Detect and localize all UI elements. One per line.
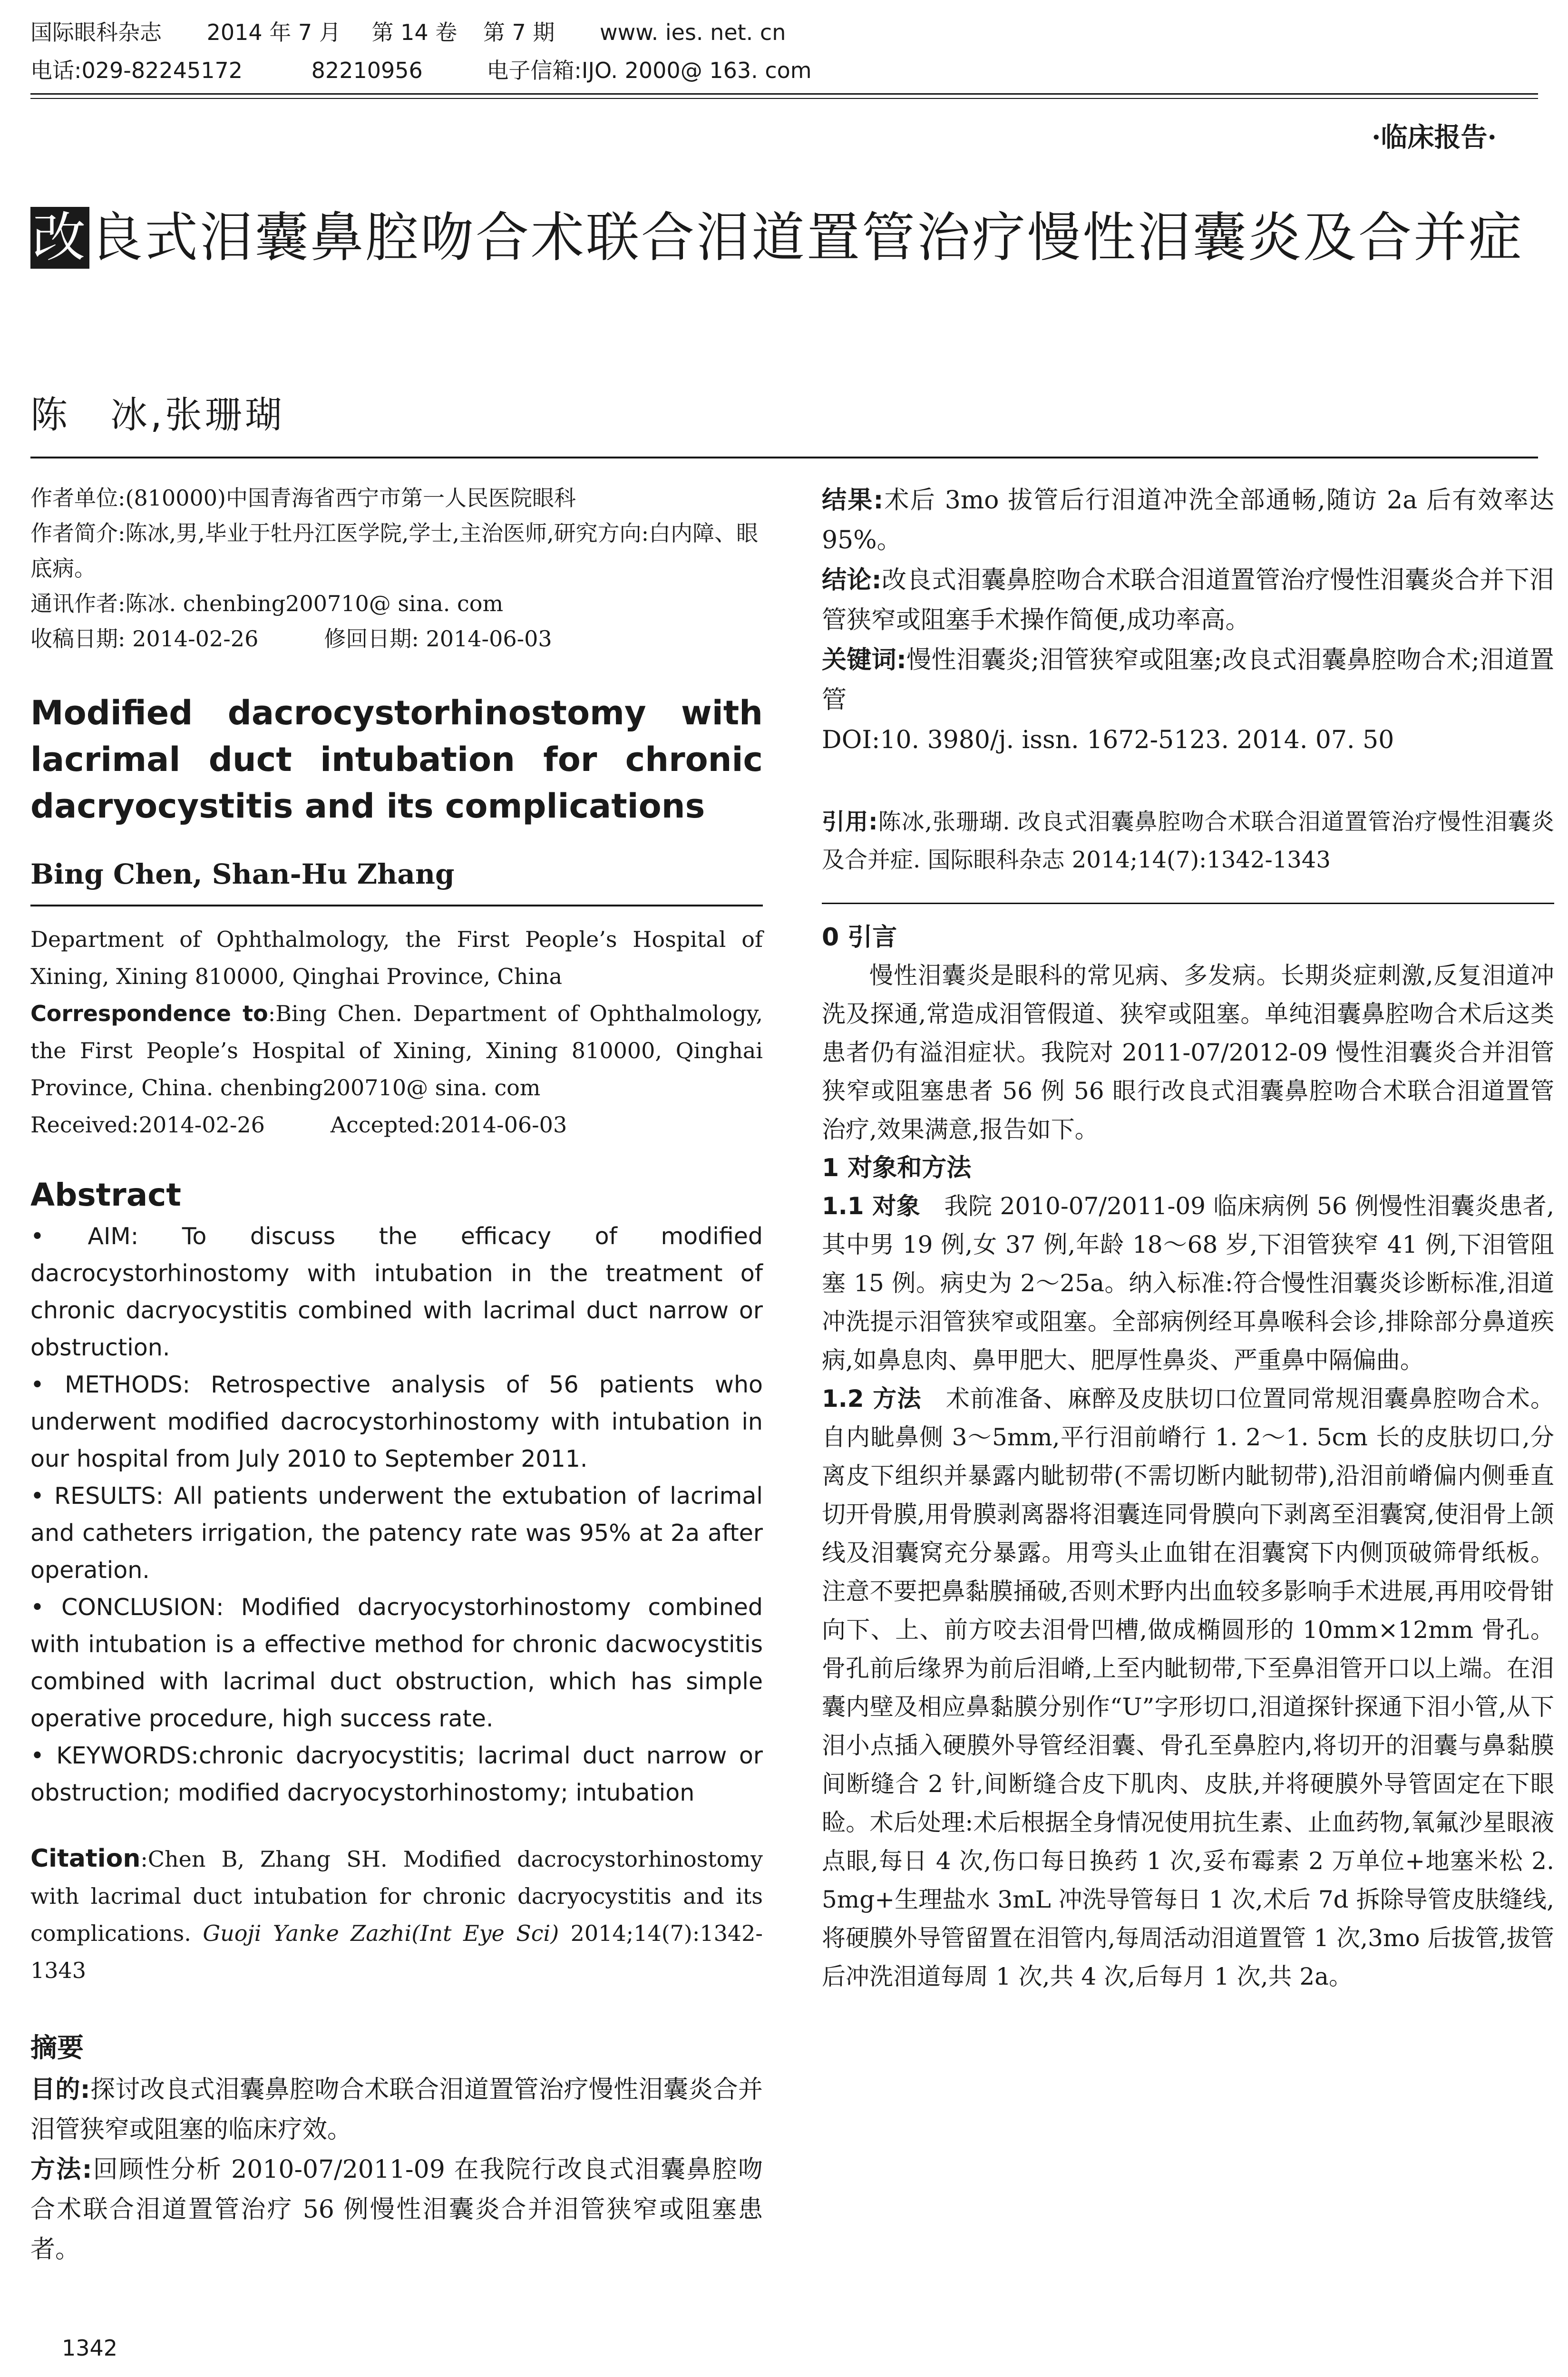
- abstract-keywords: • KEYWORDS:chronic dacryocystitis; lacrimal duct narrow or obstruction; modified dacryocystorhinostomy; intubation: [30, 1742, 763, 1806]
- journal-website: www. ies. net. cn: [600, 19, 786, 45]
- abstract-results: • RESULTS: All patients underwent the extubation of lacrimal and catheters irrigation, the patency rate was 95% at 2a after operation.: [30, 1482, 763, 1584]
- section1-2-text: 术前准备、麻醉及皮肤切口位置同常规泪囊鼻腔吻合术。自内眦鼻侧 3～5mm,平行泪前嵴行 1. 2～1. 5cm 长的皮肤切口,分离皮下组织并暴露内眦韧带(不需切断内眦韧带),沿泪前嵴偏内侧垂直切开骨膜,用骨膜剥离器将泪囊连同骨膜向下剥离至泪囊窝,使泪骨上颌线及泪囊窝充分暴露。用弯头止血钳在泪囊窝下内侧顶破筛骨纸板。注意不要把鼻黏膜捅破,否则术野内出血较多影响手术进展,再用咬骨钳向下、上、前方咬去泪骨凹槽,做成椭圆形的 10mm×12mm 骨孔。骨孔前后缘界为前后泪嵴,上至内眦韧带,下至鼻泪管开口以上端。在泪囊内壁及相应鼻黏膜分别作“U”字形切口,泪道探针探通下泪小管,从下泪小点插入硬膜外导管经泪囊、骨孔至鼻腔内,将切开的泪囊与鼻黏膜间断缝合 2 针,间断缝合皮下肌肉、皮肤,并将硬膜外导管固定在下眼睑。术后处理:术后根据全身情况使用抗生素、止血药物,氧氟沙星眼液点眼,每日 4 次,伤口每日换药 1 次,妥布霉素 2 万单位+地塞米松 2. 5mg+生理盐水 3mL 冲洗导管每日 1 次,术后 7d 拆除导管皮肤缝线,将硬膜外导管留置在泪管内,每周活动泪道置管 1 次,3mo 后拔管,拔管后冲洗泪道每周 1 次,共 4 次,后每月 1 次,共 2a。: [822, 1385, 1555, 1990]
- header-rule-thin: [30, 98, 1538, 99]
- right-column: [822, 480, 1554, 1996]
- meta-dates: 收稿日期: 2014-02-26 修回日期: 2014-06-03: [30, 626, 552, 652]
- journal-phone: 电话:029-82245172: [30, 58, 243, 83]
- citation-label: Citation: [30, 1844, 141, 1873]
- zh-conclusion-label: 结论:: [822, 566, 882, 594]
- author-meta: [30, 480, 763, 656]
- zh-results-text: 术后 3mo 拔管后行泪道冲洗全部通畅,随访 2a 后有效率达 95%。: [822, 486, 1554, 555]
- zh-conclusion-text: 改良式泪囊鼻腔吻合术联合泪道置管治疗慢性泪囊炎合并下泪管狭窄或阻塞手术操作简便,成功率高。: [822, 566, 1554, 634]
- issue-date: 2014 年 7 月: [206, 19, 341, 45]
- received-accepted: Received:2014-02-26 Accepted:2014-06-03: [30, 1112, 567, 1138]
- zh-keywords-text: 慢性泪囊炎;泪管狭窄或阻塞;改良式泪囊鼻腔吻合术;泪道置管: [822, 646, 1554, 714]
- journal-name: 国际眼科杂志: [30, 19, 162, 45]
- meta-correspondence: 通讯作者:陈冰. chenbing200710@ sina. com: [30, 591, 504, 616]
- zh-methods-label: 方法:: [30, 2155, 92, 2184]
- zh-conclusion: [822, 560, 1554, 640]
- abstract-methods: • METHODS: Retrospective analysis of 56 patients who underwent modified dacrocystorhinostomy with intubation in our hospital from July 2010 to September 2011.: [30, 1371, 763, 1472]
- journal-email: 电子信箱:IJO. 2000@ 163. com: [487, 58, 812, 83]
- affiliation-correspondence: [30, 995, 763, 1106]
- volume: 第 14 卷: [371, 19, 458, 45]
- zh-citation-text: 陈冰,张珊瑚. 改良式泪囊鼻腔吻合术联合泪道置管治疗慢性泪囊炎及合并症. 国际眼科杂志 2014;14(7):1342-1343: [822, 809, 1554, 873]
- intro-heading: 0 引言: [822, 923, 897, 952]
- zh-methods-text: 回顾性分析 2010-07/2011-09 在我院行改良式泪囊鼻腔吻合术联合泪道置管治疗 56 例慢性泪囊炎合并泪管狭窄或阻塞患者。: [30, 2155, 763, 2264]
- authors-rule: [30, 905, 763, 906]
- citation-text: :Chen B, Zhang SH. Modified dacrocystorhinostomy with lacrimal duct intubation for chronic dacryocystitis and its complications.: [30, 1846, 763, 1946]
- zh-methods: [30, 2150, 763, 2270]
- zh-results-label: 结果:: [822, 486, 884, 515]
- section-tag: ·临床报告·: [1372, 122, 1497, 153]
- section1-1: [822, 1187, 1554, 1380]
- correspondence-text: :Bing Chen. Department of Ophthalmology, the First People’s Hospital of Xining, Xining 810000, Qinghai Province, China. chenbing200710@ sina. com: [30, 1001, 763, 1101]
- zh-abstract-heading: 摘要: [30, 2033, 84, 2064]
- zh-results: [822, 480, 1554, 560]
- article-title: [30, 200, 1538, 276]
- journal-phone2: 82210956: [311, 58, 423, 83]
- header-rule: [30, 93, 1538, 95]
- doi: DOI:10. 3980/j. issn. 1672-5123. 2014. 07. 50: [822, 726, 1394, 754]
- section1-2-label: 1.2 方法: [822, 1385, 922, 1413]
- page-number: 1342: [62, 2335, 118, 2361]
- english-affiliation: [30, 921, 763, 1143]
- section1-1-text: 我院 2010-07/2011-09 临床病例 56 例慢性泪囊炎患者,其中男 19 例,女 37 例,年龄 18～68 岁,下泪管狭窄 41 例,下泪管阻塞 15 例。病史为 2～25a。纳入标准:符合慢性泪囊炎诊断标准,泪道冲洗提示泪管狭窄或阻塞。全部病例经耳鼻喉科会诊,排除部分鼻道疾病,如鼻息肉、鼻甲肥大、肥厚性鼻炎、严重鼻中隔偏曲。: [822, 1192, 1555, 1374]
- zh-aim: [30, 2070, 763, 2150]
- section1-1-label: 1.1 对象: [822, 1192, 921, 1220]
- english-title: Modified dacrocystorhinostomy with lacrimal duct intubation for chronic dacryocystitis and its complications: [30, 693, 763, 826]
- section1-2: [822, 1380, 1554, 1996]
- abstract-aim: • AIM: To discuss the efficacy of modified dacrocystorhinostomy with intubation in the treatment of chronic dacryocystitis combined with lacrimal duct narrow or obstruction.: [30, 1223, 763, 1361]
- title-rest: 良式泪囊鼻腔吻合术联合泪道置管治疗慢性泪囊炎及合并症: [89, 207, 1524, 269]
- title-first-char: 改: [30, 207, 89, 269]
- citation-journal: Guoji Yanke Zazhi(Int Eye Sci): [203, 1920, 559, 1946]
- meta-bio: 作者简介:陈冰,男,毕业于牡丹江医学院,学士,主治医师,研究方向:白内障、眼底病。: [30, 520, 759, 581]
- journal-header-line2: [30, 57, 812, 84]
- citation-volume: 2014;14(7):1342-1343: [30, 1920, 763, 1983]
- citation: [30, 1840, 763, 1989]
- abstract-heading: Abstract: [30, 1177, 181, 1213]
- zh-citation: [822, 803, 1554, 879]
- abstract-conclusion: • CONCLUSION: Modified dacryocystorhinostomy combined with intubation is a effective method for chronic dacwocystitis combined with lacrimal duct obstruction, which has simple operative procedure, high success rate.: [30, 1594, 763, 1732]
- journal-header-line1: [30, 19, 786, 46]
- title-rule: [30, 457, 1538, 458]
- left-column: [30, 480, 763, 2270]
- english-authors: Bing Chen, Shan-Hu Zhang: [30, 858, 455, 890]
- issue: 第 7 期: [483, 19, 555, 45]
- affiliation-dept: Department of Ophthalmology, the First People’s Hospital of Xining, Xining 810000, Qinghai Province, China: [30, 926, 763, 989]
- zh-citation-label: 引用:: [822, 809, 878, 835]
- zh-keywords: [822, 640, 1554, 720]
- correspondence-label: Correspondence to: [30, 1001, 268, 1026]
- section1-heading: 1 对象和方法: [822, 1154, 972, 1182]
- zh-keywords-label: 关键词:: [822, 646, 906, 674]
- intro-text: 慢性泪囊炎是眼科的常见病、多发病。长期炎症刺激,反复泪道冲洗及探通,常造成泪管假道、狭窄或阻塞。单纯泪囊鼻腔吻合术后这类患者仍有溢泪症状。我院对 2011-07/2012-09 慢性泪囊炎合并泪管狭窄或阻塞患者 56 例 56 眼行改良式泪囊鼻腔吻合术联合泪道置管治疗,效果满意,报告如下。: [822, 962, 1554, 1143]
- authors-cn: 陈 冰,张珊瑚: [30, 394, 285, 437]
- zh-aim-text: 探讨改良式泪囊鼻腔吻合术联合泪道置管治疗慢性泪囊炎合并泪管狭窄或阻塞的临床疗效。: [30, 2075, 763, 2144]
- zh-aim-label: 目的:: [30, 2075, 90, 2104]
- body-rule: [822, 903, 1554, 904]
- meta-affiliation: 作者单位:(810000)中国青海省西宁市第一人民医院眼科: [30, 485, 576, 511]
